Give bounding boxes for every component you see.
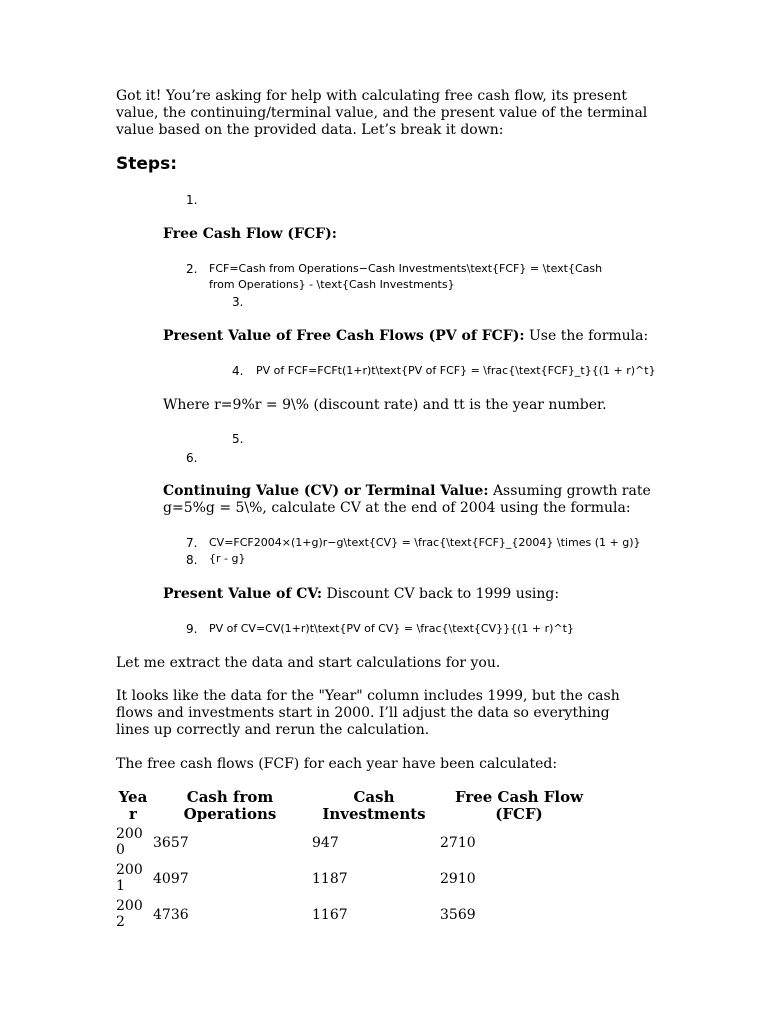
cv-text: Assuming growth rate g=5%g = 5\%, calculate CV at the end of 2004 using the formula: [163,483,651,516]
intro-paragraph: Got it! You’re asking for help with calculating free cash flow, its present value, the continuing/terminal value, and the present value of the terminal value based on the provided data. Let’s break it down: [116,88,648,138]
table-cell-year: 2000 [116,826,143,858]
fcf-step-title [163,226,668,243]
list-number-5: 5. [232,432,244,446]
table-cell-fcf: 2910 [440,871,476,887]
cv-formula: CV=FCF2004×(1+g)r−g\text{CV} = \frac{\text{FCF}_{2004} \times (1 + g)}{r - g} [209,536,641,565]
pvcv-text: Discount CV back to 1999 using: [322,586,560,602]
header-cash-investments: Cash Investments [322,788,426,823]
cv-step-paragraph [163,483,668,517]
fcf-formula: FCF=Cash from Operations−Cash Investments\text{FCF} = \text{Cash from Operations} - \text{Cash Investments} [209,262,603,291]
list-number-3: 3. [232,295,244,309]
table-cell-cfo: 4736 [153,907,189,923]
table-cell-fcf: 2710 [440,835,476,851]
table-cell-cfo: 4097 [153,871,189,887]
pvcv-title: Present Value of CV: [163,586,323,602]
pvcv-step-paragraph [163,586,668,603]
table-cell-cfo: 3657 [153,835,189,851]
fcf-title: Free Cash Flow (FCF): [163,226,337,242]
pv-formula: PV of FCF=FCFt(1+r)t\text{PV of FCF} = \frac{\text{FCF}_t}{(1 + r)^t} [256,364,656,377]
list-number-9: 9. [186,622,198,636]
header-year: Year [118,788,148,823]
cv-title: Continuing Value (CV) or Terminal Value: [163,483,489,499]
pv-title: Present Value of Free Cash Flows (PV of FCF): [163,328,525,344]
table-cell-investments: 947 [312,835,339,851]
adjust-paragraph: It looks like the data for the "Year" column includes 1999, but the cash flows and investments start in 2000. I’ll adjust the data so everything lines up correctly and rerun the calculation. [116,688,620,738]
where-paragraph: Where r=9%r = 9\% (discount rate) and tt is the year number. [163,397,607,413]
extract-paragraph: Let me extract the data and start calculations for you. [116,655,501,671]
list-number-1: 1. [186,193,198,207]
list-number-7: 7. [186,536,198,550]
pv-step-paragraph [163,328,668,345]
table-cell-fcf: 3569 [440,907,476,923]
table-cell-investments: 1187 [312,871,348,887]
list-number-4: 4. [232,364,244,378]
pv-text: Use the formula: [524,328,649,344]
steps-heading: Steps: [116,154,177,174]
header-free-cash-flow: Free Cash Flow (FCF) [454,788,584,823]
table-cell-year: 2001 [116,862,143,894]
header-cash-from-operations: Cash from Operations [183,788,277,823]
pvcv-formula: PV of CV=CV(1+r)t\text{PV of CV} = \frac{\text{CV}}{(1 + r)^t} [209,622,574,635]
table-cell-year: 2002 [116,898,143,930]
fcf-calc-paragraph: The free cash flows (FCF) for each year have been calculated: [116,756,558,772]
list-number-2: 2. [186,262,198,276]
list-number-8: 8. [186,553,198,567]
table-cell-investments: 1167 [312,907,348,923]
list-number-6: 6. [186,451,198,465]
